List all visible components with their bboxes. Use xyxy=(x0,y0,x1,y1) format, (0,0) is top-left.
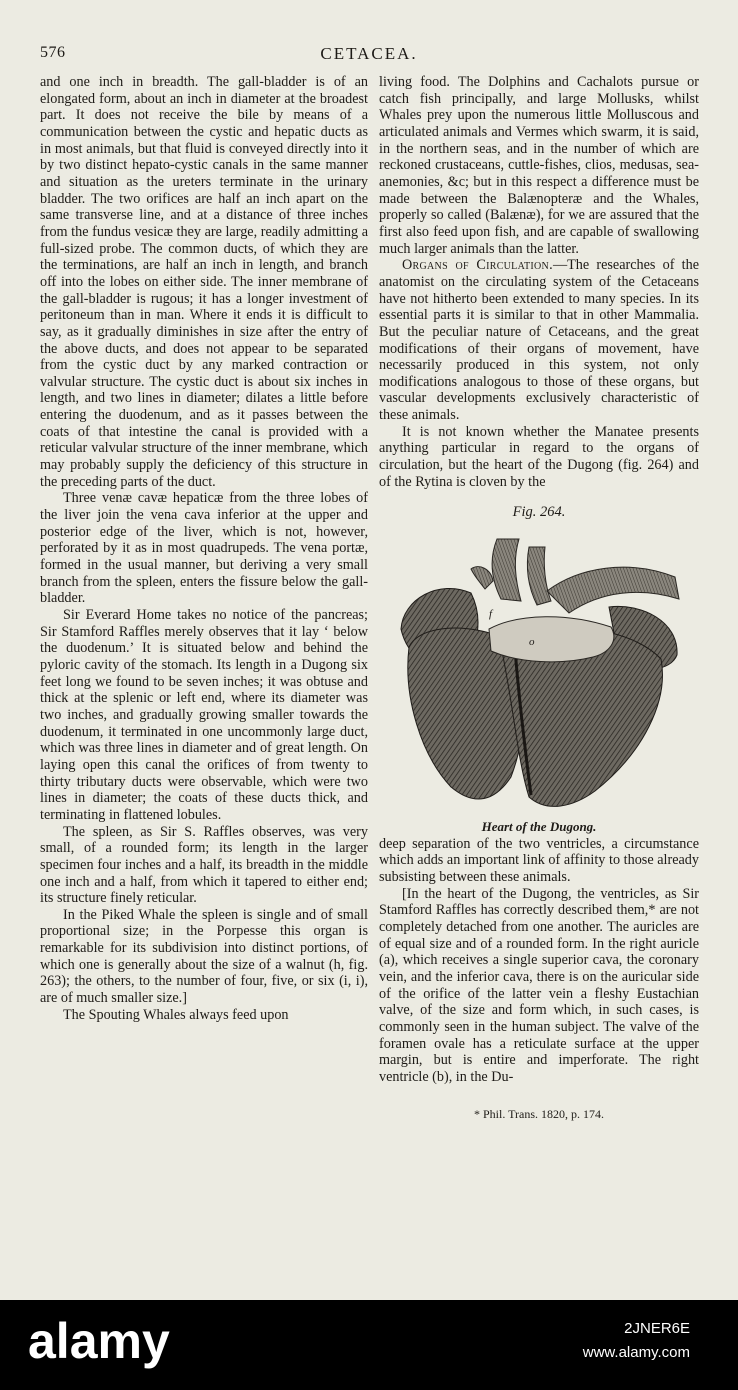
circulation-text: The researches of the anatomist on the circulating system of the Cetaceans have not hitherto been extended to many species. In its essential parts it is similar to that in other Mammalia. But the peculiar nature of Cetaceans, and the great modifications of their organs of movement, have necessarily produced in this system, not only modifications analogous to those of these organs, but vascular developments exclusively characteristic of these animals. xyxy=(379,257,700,424)
paragraph-gall-bladder: and one inch in breadth. The gall-bladder is of an elongated form, about an inch in diameter at the broadest part. It does not receive the bile by means of a communication between the cystic and hepatic ducts as in most animals, but that fluid is conveyed directly into it by two distinct hepato-cystic canals in the same manner and situation as the ureters terminate in the urinary bladder. The two orifices are half an inch apart on the same transverse line, and at a distance of three inches from the fundus vesicæ they are large, readily admitting a full-sized probe. The common ducts, of which they are the terminations, are half an inch in length, and branch off into the lobes on either side. The inner membrane of the gall-bladder is rugous; it has a longer investment of peritoneum than in man. Where it ends it is difficult to say, as it gradually diminishes in size after the entry of the above ducts, and does not appear to be separated from the cystic duct by any marked contraction or valvular structure. The cystic duct is about six inches in length, and two lines in diameter; dilates a little before entering the duodenum, and as it passes between the coats of that intestine the canal is provided with a reticular valvular structure of the inner membrane, which may probably supply the deficiency of this structure in the preceding parts of the duct. xyxy=(40,74,368,490)
brand-text: alamy xyxy=(28,1313,170,1369)
paragraph-piked-whale: In the Piked Whale the spleen is single and of small proportional size; in the Porpesse this organ is remarkable for its subdivision into distinct portions, of which one is generally about the size of a walnut (h, fig. 263); the others, to the number of four, five, or six (i, i), are of much smaller size.] xyxy=(40,906,368,1007)
heart-illustration xyxy=(379,529,699,819)
paragraph-pancreas: Sir Everard Home takes no notice of the pancreas; Sir Stamford Raffles merely observes that it lay ‘ below the duodenum.’ It is situated below and behind the pyloric cavity of the stomach. Its length in a Dugong six feet long we found to be seven inches; it was obtuse and thick at the splenic or left end, where its diameter was two inches, and gradually growing smaller towards the duodenum, it terminated in one uncommonly large duct, which was three lines in diameter and of great length. On laying open this canal the orifices of from twenty to thirty tributary ducts were observable, which were two lines in diameter; the coats of these ducts thick, and terminating in flattened lobules. xyxy=(40,607,368,823)
paragraph-organs-of-circulation xyxy=(379,257,699,424)
running-title: CETACEA. xyxy=(320,44,418,63)
alamy-logo xyxy=(28,1312,228,1372)
image-id: 2JNER6E xyxy=(624,1320,690,1337)
section-heading: Organs of Circulation. xyxy=(402,257,553,274)
paragraph-spleen: The spleen, as Sir S. Raffles observes, was very small, of a rounded form; its length in the larger specimen four inches and a half, its breadth in the middle one inch and a half, from which it tapered to either end; its structure finely reticular. xyxy=(40,823,368,907)
page-number: 576 xyxy=(40,44,66,61)
paragraph-living-food: living food. The Dolphins and Cachalots pursue or catch fish principally, and large Mollusks, whilst Whales prey upon the numerous little Molluscous and articulated animals and Vermes which swarm, it is said, in the northern seas, and in the number of which are reckoned crustaceans, cuttle-fishes, clios, medusas, sea-anemonies, &c; but in this respect a difference must be made between the Balænopteræ and the Whales, properly so called (Balænæ), for we are assured that the first also feed upon fish, and are capable of swallowing much larger animals than the latter. xyxy=(379,74,699,257)
paragraph-spouting-whales: The Spouting Whales always feed upon xyxy=(63,1006,289,1023)
aorta-arch xyxy=(489,617,614,662)
paragraph-deep-separation: deep separation of the two ventricles, a circumstance which adds an important link of affinity to those already subsisting between these animals. xyxy=(379,835,699,886)
heading-dash: — xyxy=(552,257,568,274)
label-o: o xyxy=(529,636,535,649)
left-column xyxy=(40,74,368,1023)
label-f: f xyxy=(489,608,493,621)
paragraph-venae-cavae: Three venæ cavæ hepaticæ from the three lobes of the liver join the vena cava inferior at the upper and posterior edge of the liver, which is not, however, perforated by it as in most quadrupeds. The vena portæ, formed in the usual manner, but deriving a very small branch from the spleen, enters the fissure below the gall-bladder. xyxy=(40,490,368,607)
great-vessels xyxy=(471,539,679,613)
footnote: * Phil. Trans. 1820, p. 174. xyxy=(473,1106,605,1121)
paragraph-heart-dugong: [In the heart of the Dugong, the ventricles, as Sir Stamford Raffles has correctly described them,* are not completely detached from one another. The auricles are of equal size and of a rounded form. In the right auricle (a), which receives a single superior cava, the coronary vein, and the inferior cava, there is on the auricular side of the orifice of the latter vein a fleshy Eustachian valve, of the size and form which, in such cases, is commonly seen in the human subject. The valve of the foramen ovale has a reticulate surface at the upper margin, but is entire and imperforate. The right ventricle (b), in the Du- xyxy=(379,885,699,1085)
figure-label: Fig. 264. xyxy=(512,504,566,521)
site-url: www.alamy.com xyxy=(582,1344,690,1361)
figure-caption: Heart of the Dugong. xyxy=(481,819,597,835)
watermark-band xyxy=(0,1300,738,1390)
paragraph-manatee: It is not known whether the Manatee presents anything particular in regard to the organs of circulation, but the heart of the Dugong (fig. 264) and of the Rytina is cloven by the xyxy=(379,423,699,490)
right-column xyxy=(379,74,699,1122)
